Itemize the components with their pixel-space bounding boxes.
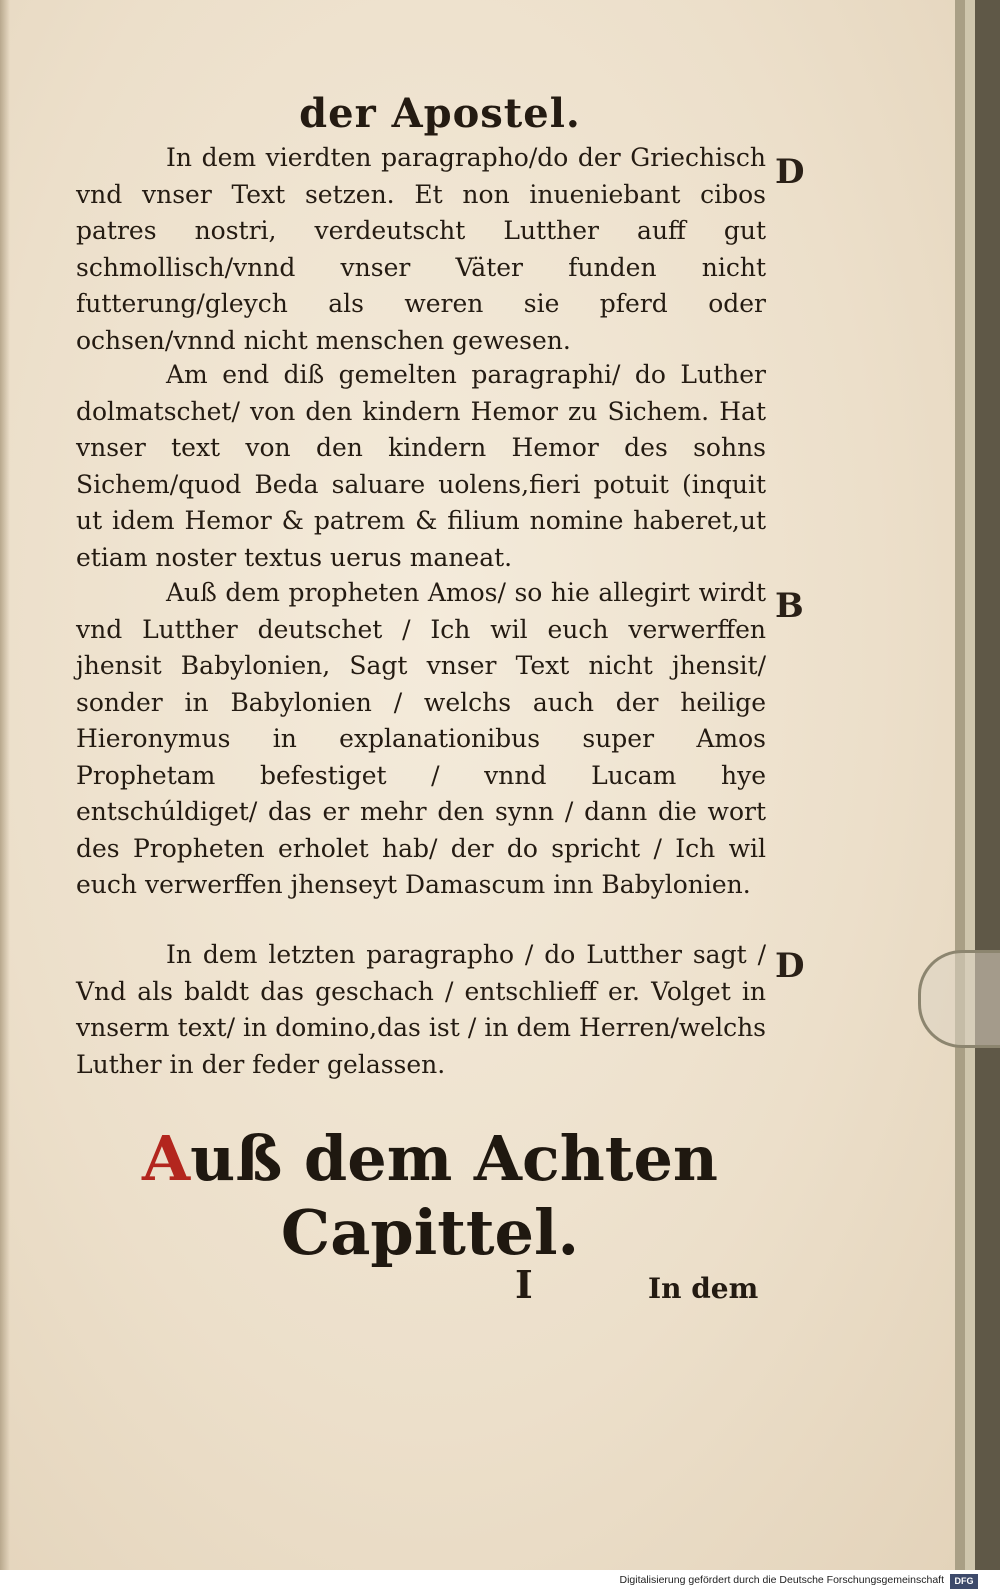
page-edge-inner bbox=[965, 0, 975, 1570]
catchword: In dem bbox=[648, 1272, 759, 1305]
margin-letter-1: D bbox=[775, 152, 805, 192]
chapter-heading bbox=[110, 1122, 750, 1270]
footer-credit: Digitalisierung gefördert durch die Deutsche Forschungsgemeinschaft bbox=[619, 1574, 944, 1586]
chapter-heading-text: uß dem Achten Capittel. bbox=[190, 1122, 718, 1269]
footer-bar bbox=[0, 1571, 1000, 1593]
paragraph-3: Auß dem propheten Amos/ so hie allegirt wirdt vnd Lutther deutschet / Ich wil euch verwerffen jhensit Babylonien, Sagt vnser Text nicht jhensit/ sonder in Babylonien / welchs auch der heilige Hieronymus in explanationibus super Amos Prophetam befestiget / vnnd Lucam hye entschúldiget/ das er mehr den synn / dann die wort des Propheten erholet hab/ der do spricht / Ich wil euch verwerffen jhenseyt Damascum inn Babylonien. bbox=[76, 578, 766, 899]
chapter-initial: A bbox=[142, 1122, 191, 1195]
page-edge bbox=[955, 0, 965, 1570]
margin-letter-2: B bbox=[775, 586, 804, 626]
book-cover-edge bbox=[975, 0, 1000, 1570]
running-head: der Apostel. bbox=[299, 90, 581, 137]
paragraph-4: In dem letzten paragrapho / do Lutther sagt / Vnd als baldt das geschach / entschlieff er. Volget in vnserm text/ in domino,das ist / in dem Herren/welchs Luther in der feder gelassen. bbox=[76, 940, 766, 1079]
paragraph-1: In dem vierdten paragrapho/do der Griechisch vnd vnser Text setzen. Et non inueniebant cibos patres nostri, verdeutscht Lutther auff gut schmollisch/vnnd vnser Väter funden nicht futterung/gleych als weren sie pferd oder ochsen/vnnd nicht menschen gewesen. bbox=[76, 143, 766, 355]
dfg-logo-icon: DFG bbox=[950, 1574, 978, 1589]
margin-letter-3: D bbox=[775, 946, 805, 986]
page-clip bbox=[918, 950, 1000, 1048]
paragraph-2: Am end diß gemelten paragraphi/ do Luther dolmatschet/ von den kindern Hemor zu Sichem. Hat vnser text von den kindern Hemor des sohns Sichem/quod Beda saluare uolens,fieri potuit (inquit ut idem Hemor & patrem & filium nomine haberet,ut etiam noster textus uerus maneat. bbox=[76, 360, 766, 572]
signature-mark: I bbox=[515, 1262, 533, 1307]
